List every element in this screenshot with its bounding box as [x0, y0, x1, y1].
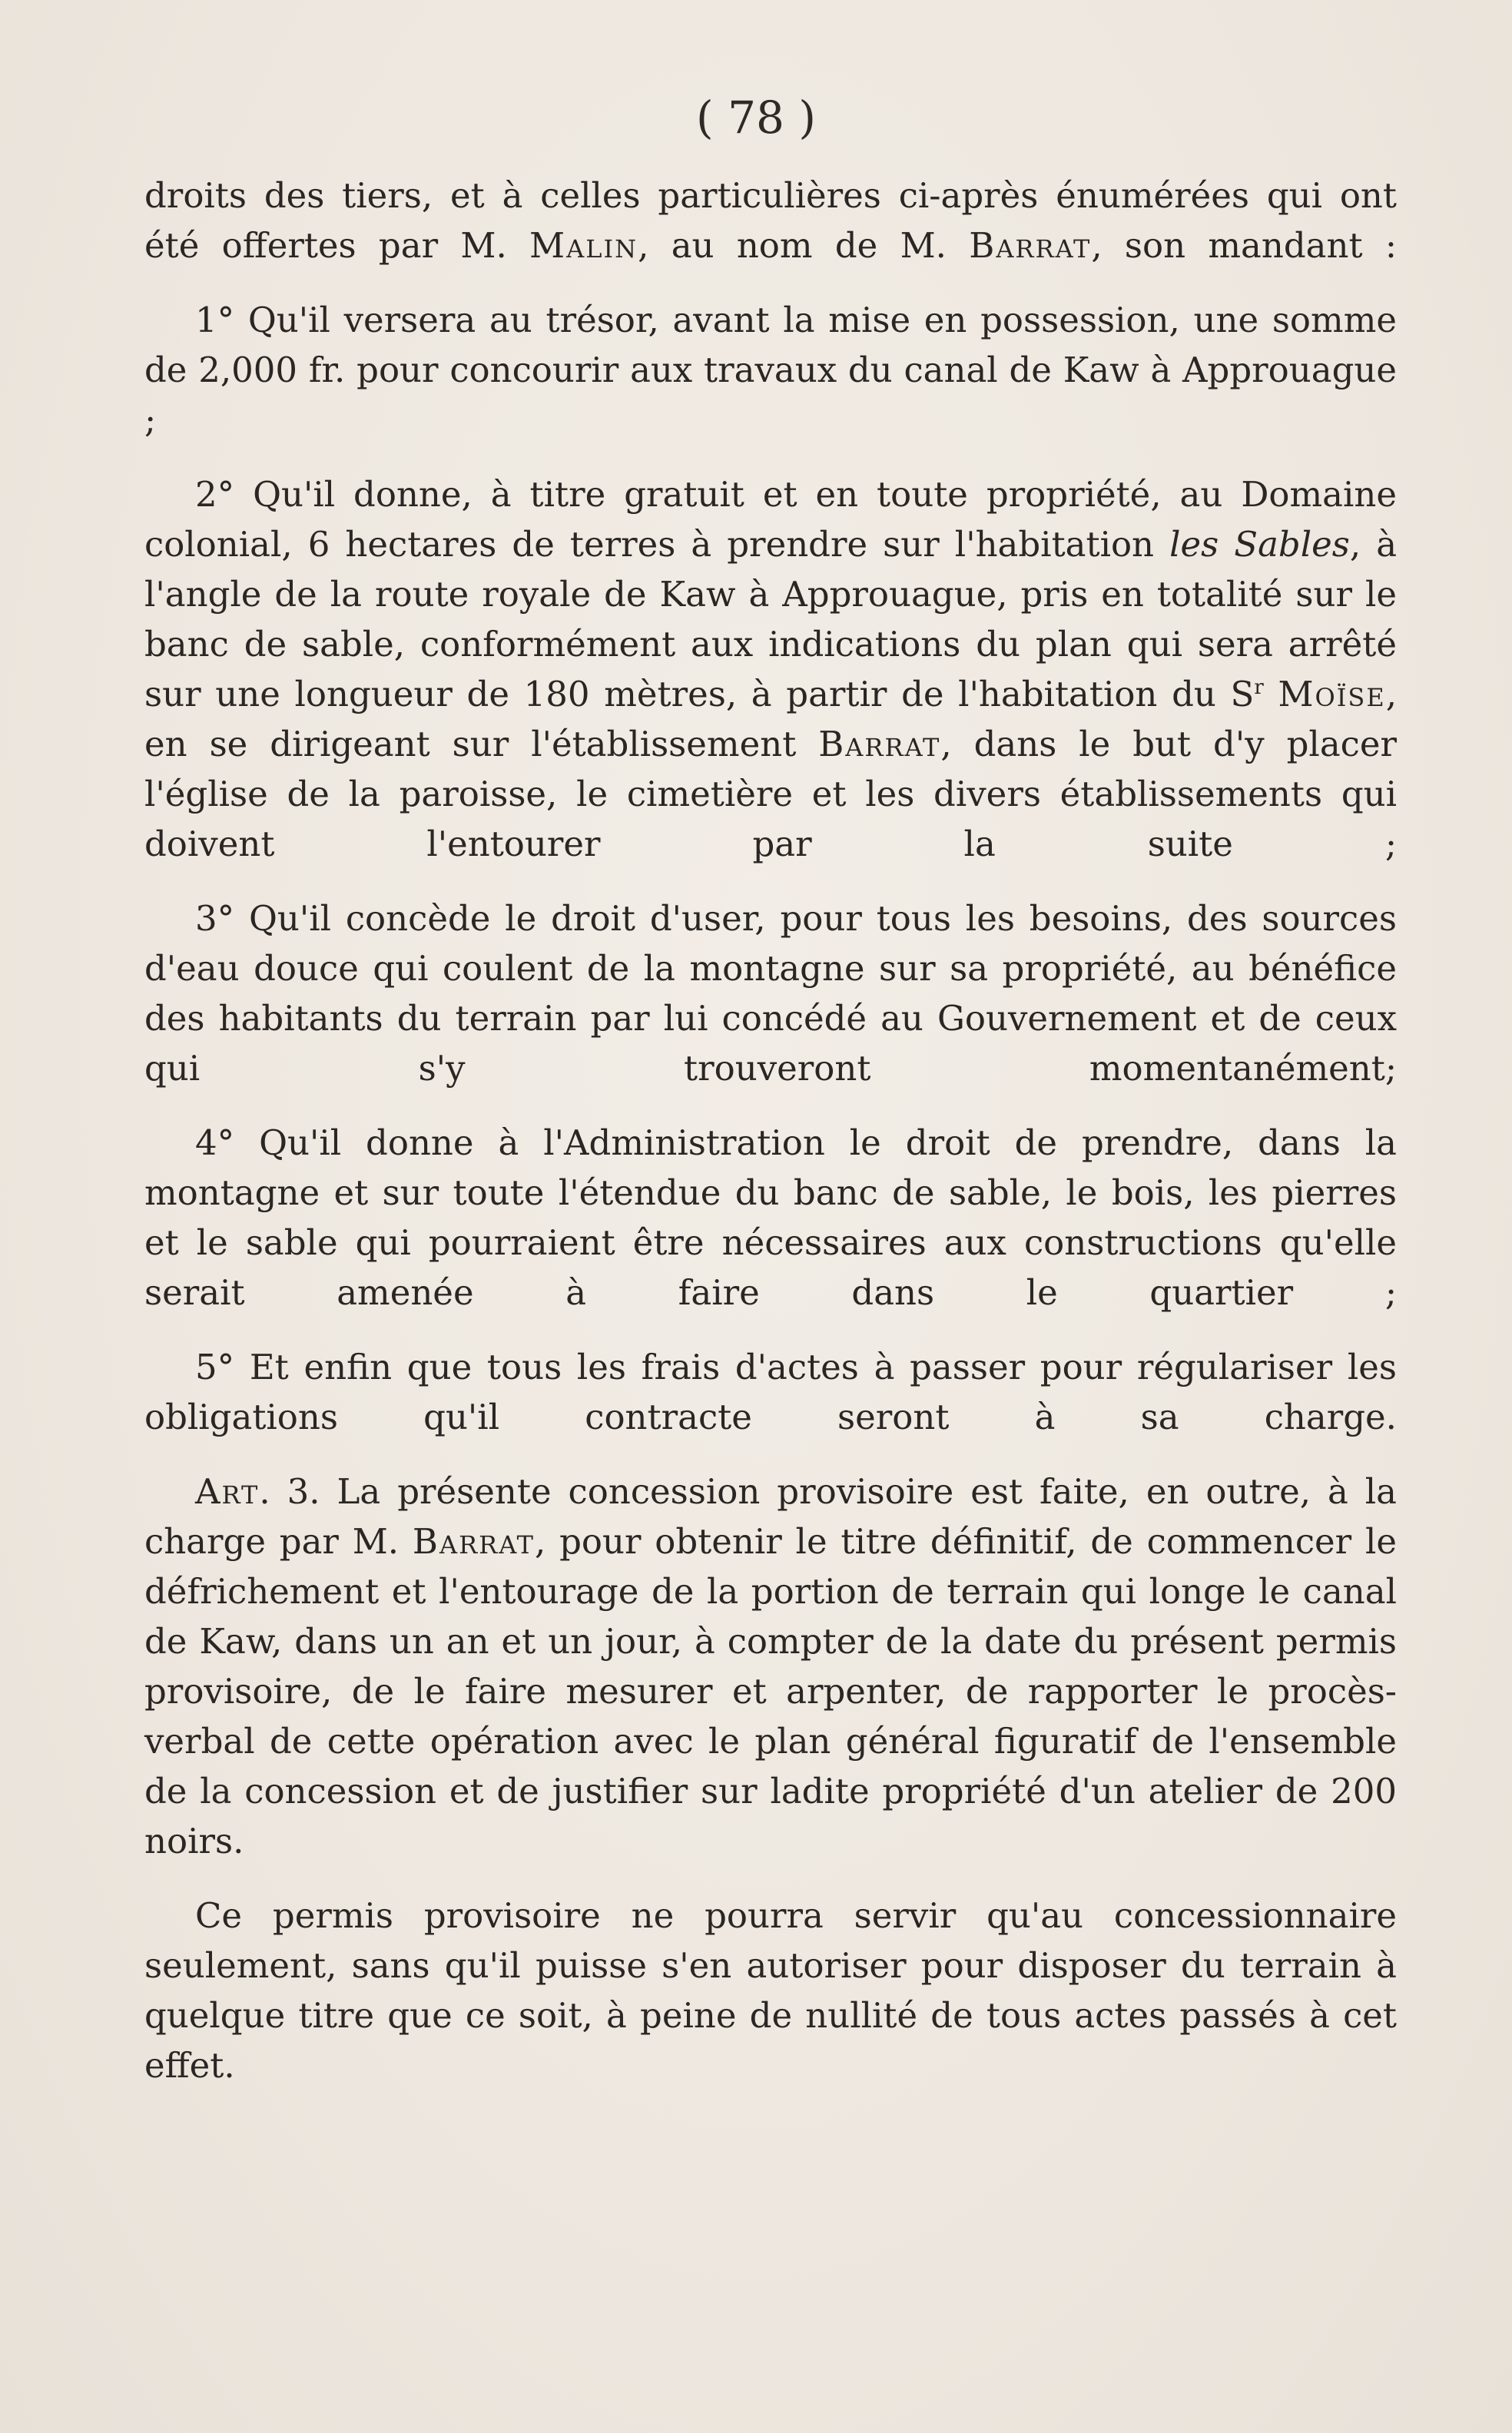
- paragraph-item-4: 4° Qu'il donne à l'Administration le droit de prendre, dans la montagne et sur toute l'étendue du banc de sable, le bois, les pierres et le sable qui pourraient être nécessaires aux constructions qu'elle serait amenée à faire dans le quartier ;: [144, 1122, 1397, 1313]
- paragraph-item-1: 1° Qu'il versera au trésor, avant la mise en possession, une somme de 2,000 fr. pour concourir aux travaux du canal de Kaw à Approuague ;: [144, 300, 1397, 440]
- article-label: Art: [195, 1471, 260, 1512]
- text-run: , à l'angle de la route royale de Kaw à Approuague, pris en totalité sur le banc de sable, conformément aux indications du plan qui sera arrêté sur une longueur de 180 mètres, à partir de l'habitation du S: [144, 524, 1398, 714]
- name-malin: Malin: [529, 225, 638, 266]
- paragraph-article-3: [144, 1467, 1397, 1866]
- name-moise: Moïse: [1278, 674, 1386, 714]
- paragraph-item-2: [144, 469, 1397, 869]
- text-run: , au nom de M.: [638, 225, 970, 266]
- paragraph-item-3: 3° Qu'il concède le droit d'user, pour tous les besoins, des sources d'eau douce qui coulent de la montagne sur sa propriété, au bénéfice des habitants du terrain par lui concédé au Gouvernement et de ceux qui s'y trouveront momentanément;: [144, 898, 1397, 1089]
- text-run: droits des tiers, et à celles particulières ci-après énumérées qui ont été offertes par M.: [144, 175, 1397, 266]
- text-run: 2° Qu'il donne, à titre gratuit et en toute propriété, au Domaine colonial, 6 hectares de terres à prendre sur l'habitation: [144, 474, 1397, 565]
- text-run: . 3. La présente concession provisoire est faite, en outre, à la charge par M.: [144, 1471, 1397, 1562]
- name-barrat: Barrat: [412, 1521, 535, 1562]
- page-number: ( 78 ): [696, 91, 816, 144]
- paragraph-item-5: 5° Et enfin que tous les frais d'actes à passer pour régulariser les obligations qu'il contracte seront à sa charge.: [144, 1347, 1397, 1437]
- name-barrat: Barrat: [818, 724, 941, 764]
- text-run: , pour obtenir le titre définitif, de commencer le défrichement et l'entourage de la portion de terrain qui longe le canal de Kaw, dans un an et un jour, à compter de la date du présent permis provisoire, de le faire mesurer et arpenter, de rapporter le procès-verbal de cette opération avec le plan général figuratif de l'ensemble de la concession et de justifier sur ladite propriété d'un atelier de 200 noirs.: [144, 1521, 1397, 1861]
- place-les-sables: les Sables: [1169, 524, 1350, 565]
- text-run: , son mandant :: [1091, 225, 1398, 266]
- name-barrat: Barrat: [969, 225, 1092, 266]
- paragraph-continuation: [144, 171, 1397, 270]
- text-body: [144, 171, 1397, 2090]
- text-run: , dans le but d'y placer l'église de la paroisse, le cimetière et les divers établissements qui doivent l'entourer par la suite ;: [144, 724, 1397, 864]
- paragraph-closing: Ce permis provisoire ne pourra servir qu'au concessionnaire seulement, sans qu'il puisse s'en autoriser pour disposer du terrain à quelque titre que ce soit, à peine de nullité de tous actes passés à cet effet.: [144, 1895, 1397, 2086]
- text-run: , en se dirigeant sur l'établissement: [144, 674, 1398, 764]
- superscript-r: r: [1254, 676, 1264, 699]
